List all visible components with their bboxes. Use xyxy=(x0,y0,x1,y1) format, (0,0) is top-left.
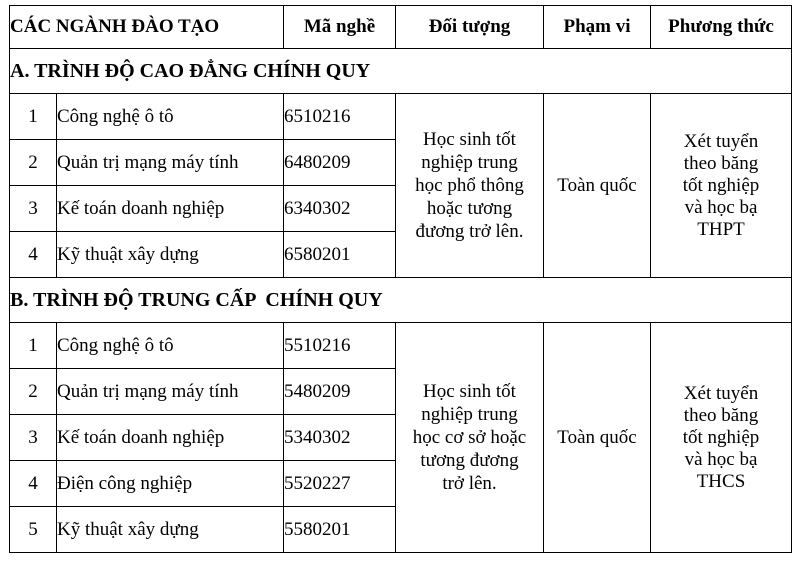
program-code: 5580201 xyxy=(284,507,396,553)
section-b-method-text: Xét tuyển theo băng tốt nghiệp và học bạ THCS xyxy=(682,382,760,492)
section-b-target-text: Học sinh tốt nghiệp trung học cơ sở hoặc tương đương trở lên. xyxy=(412,381,527,494)
section-a-target-text: Học sinh tốt nghiệp trung học phổ thông hoặc tương đương trở lên. xyxy=(415,129,524,242)
row-number: 5 xyxy=(10,507,57,553)
program-code: 6510216 xyxy=(284,94,396,140)
program-name: Kế toán doanh nghiệp xyxy=(57,415,284,461)
program-name: Công nghệ ô tô xyxy=(57,323,284,369)
program-name: Quản trị mạng máy tính xyxy=(57,140,284,186)
section-b-title: B. TRÌNH ĐỘ TRUNG CẤP CHÍNH QUY xyxy=(10,278,792,323)
program-name: Điện công nghiệp xyxy=(57,461,284,507)
program-code: 5520227 xyxy=(284,461,396,507)
training-programs-table xyxy=(9,5,792,553)
row-number: 4 xyxy=(10,232,57,278)
program-code: 6580201 xyxy=(284,232,396,278)
program-name: Quản trị mạng máy tính xyxy=(57,369,284,415)
program-name: Kỹ thuật xây dựng xyxy=(57,232,284,278)
program-code: 6480209 xyxy=(284,140,396,186)
row-number: 3 xyxy=(10,186,57,232)
section-b-target xyxy=(396,323,544,553)
section-b-row xyxy=(10,278,792,323)
table-row xyxy=(10,323,792,369)
row-number: 4 xyxy=(10,461,57,507)
section-a-method xyxy=(651,94,792,278)
program-name: Công nghệ ô tô xyxy=(57,94,284,140)
program-code: 6340302 xyxy=(284,186,396,232)
section-a-target xyxy=(396,94,544,278)
row-number: 2 xyxy=(10,140,57,186)
section-a-method-text: Xét tuyển theo băng tốt nghiệp và học bạ THPT xyxy=(682,130,760,240)
header-method: Phương thức xyxy=(651,6,792,49)
program-code: 5510216 xyxy=(284,323,396,369)
section-b-method xyxy=(651,323,792,553)
row-number: 1 xyxy=(10,94,57,140)
row-number: 2 xyxy=(10,369,57,415)
section-a-title: A. TRÌNH ĐỘ CAO ĐẲNG CHÍNH QUY xyxy=(10,49,792,94)
header-target: Đối tượng xyxy=(396,6,544,49)
section-a-row xyxy=(10,49,792,94)
section-a-scope: Toàn quốc xyxy=(544,94,651,278)
header-scope: Phạm vi xyxy=(544,6,651,49)
program-code: 5480209 xyxy=(284,369,396,415)
table-row xyxy=(10,94,792,140)
program-name: Kỹ thuật xây dựng xyxy=(57,507,284,553)
row-number: 1 xyxy=(10,323,57,369)
row-number: 3 xyxy=(10,415,57,461)
header-code: Mã nghề xyxy=(284,6,396,49)
header-row xyxy=(10,6,792,49)
header-programs: CÁC NGÀNH ĐÀO TẠO xyxy=(10,6,284,49)
program-code: 5340302 xyxy=(284,415,396,461)
program-name: Kế toán doanh nghiệp xyxy=(57,186,284,232)
section-b-scope: Toàn quốc xyxy=(544,323,651,553)
